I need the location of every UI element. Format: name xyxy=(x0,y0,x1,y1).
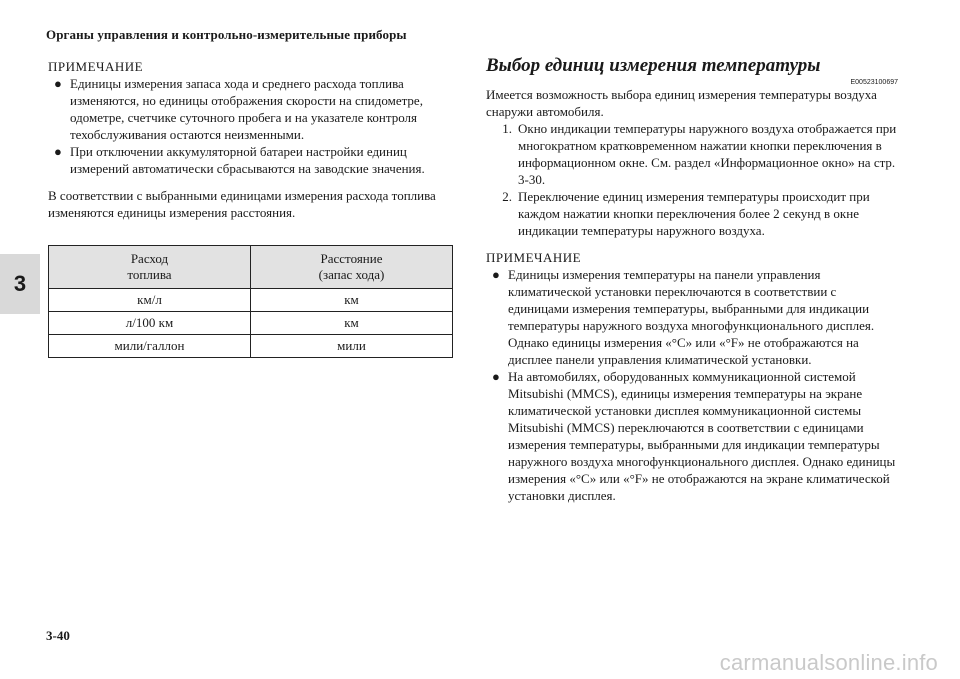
left-column xyxy=(48,58,458,358)
table-cell: км xyxy=(251,289,453,312)
table-header-cell: Расстояние (запас хода) xyxy=(251,246,453,289)
note-bullet: ● При отключении аккумуляторной батареи настройки единиц измерений автоматически сбрасываются на заводские значения. xyxy=(48,143,458,177)
table-row xyxy=(49,289,453,312)
bullet-icon: ● xyxy=(54,144,62,159)
table-cell: мили/галлон xyxy=(49,335,251,358)
table-cell: км xyxy=(251,312,453,335)
table-row xyxy=(49,312,453,335)
section-code: E00523100697 xyxy=(850,79,898,86)
note-bullet: ● Единицы измерения запаса хода и среднего расхода топлива изменяются, но единицы отображения скорости на спидометре, одометре, счетчике суточного пробега и на указателе контроля техобслуживания остаются неизменными. xyxy=(48,75,458,143)
right-column xyxy=(486,55,898,504)
note-bullet: ● На автомобилях, оборудованных коммуникационной системой Mitsubishi (MMCS), единицы измерения температуры на экране климатической установки дисплея коммуникационной системы Mitsubishi (MMCS) переключаются в соответствии с единицами измерения температуры, выбранными для индикации температуры наружного воздуха многофункционального дисплея. Однако единицы измерения «°C» или «°F» не отображаются на экране климатической установки дисплея. xyxy=(486,368,898,504)
table-row xyxy=(49,335,453,358)
page-header: Органы управления и контрольно-измерительные приборы xyxy=(46,27,407,42)
table-cell: л/100 км xyxy=(49,312,251,335)
watermark: carmanualsonline.info xyxy=(719,650,938,675)
table-cell: км/л xyxy=(49,289,251,312)
table-header-cell: Расход топлива xyxy=(49,246,251,289)
chapter-tab: 3 xyxy=(0,254,40,314)
table-cell: мили xyxy=(251,335,453,358)
numbered-step: 2. Переключение единиц измерения температуры происходит при каждом нажатии кнопки переключения более 2 секунд в окне индикации температуры наружного воздуха. xyxy=(502,189,870,238)
section-title: Выбор единиц измерения температуры xyxy=(486,55,821,76)
bullet-icon: ● xyxy=(54,76,62,91)
units-table xyxy=(48,245,453,358)
note-bullet: ● Единицы измерения температуры на панели управления климатической установки переключаются в соответствии с единицами измерения температуры, выбранными для индикации температуры наружного воздуха многофункционального дисплея. Однако единицы измерения «°C» или «°F» не отображаются на дисплее панели управления климатической установки. xyxy=(486,266,898,368)
page-number: 3-40 xyxy=(46,628,70,643)
bullet-icon: ● xyxy=(492,267,500,282)
numbered-step: 1. Окно индикации температуры наружного воздуха отображается при многократном кратковременном нажатии кнопки переключения в информационном окне. См. раздел «Информационное окно» на стр. 3-30. xyxy=(502,121,897,187)
bullet-icon: ● xyxy=(492,369,500,384)
note-title: ПРИМЕЧАНИЕ xyxy=(486,250,582,265)
table-header-row xyxy=(49,246,453,289)
paragraph: В соответствии с выбранными единицами измерения расхода топлива изменяются единицы измерения расстояния. xyxy=(48,188,436,220)
note-title: ПРИМЕЧАНИЕ xyxy=(48,59,144,74)
intro-paragraph: Имеется возможность выбора единиц измерения температуры воздуха снаружи автомобиля. xyxy=(486,87,877,119)
